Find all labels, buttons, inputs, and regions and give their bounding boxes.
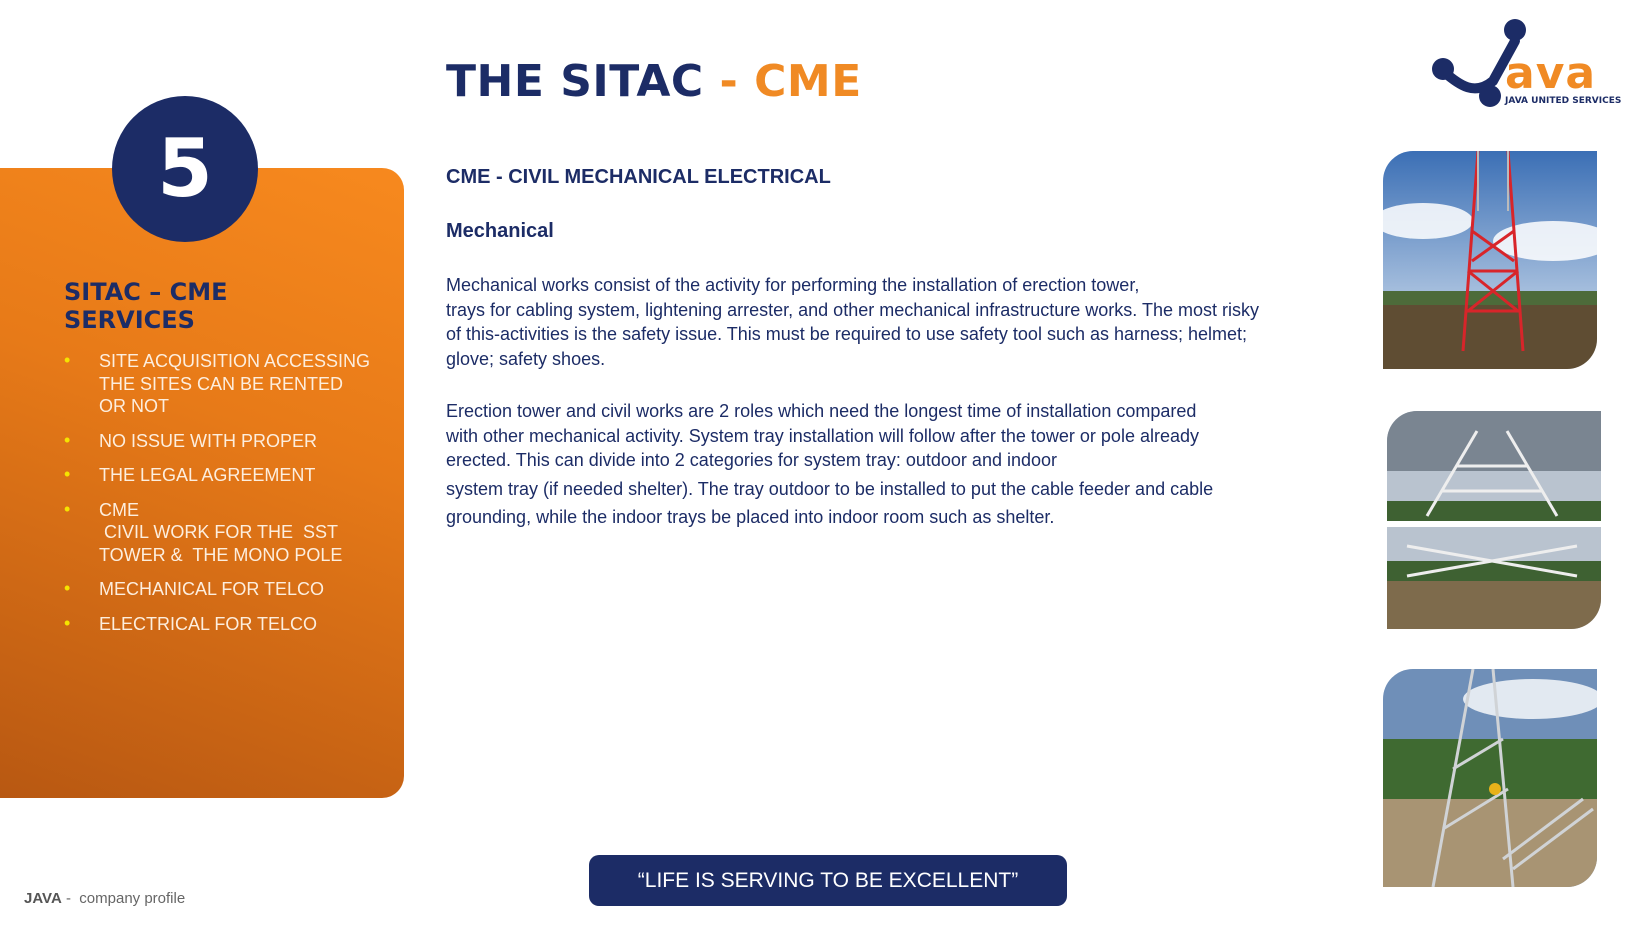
list-item [64,613,394,636]
bullet-icon: • [64,429,71,450]
services-list [64,350,394,647]
list-item-line: THE SITES CAN BE RENTED [99,373,344,394]
bullet-icon: • [64,578,71,598]
paragraph-line: trays for cabling system, lightening arrester, and other mechanical infrastructure works. The most risky [446,299,1259,320]
title-accent: - CME [719,56,862,107]
title-main: THE SITAC [446,56,704,107]
paragraph-mechanical [446,273,1316,371]
paragraph-line: of this-activities is the safety issue. This must be required to use safety tool such as harness; helmet; [446,324,1248,344]
quote-banner: “LIFE IS SERVING TO BE EXCELLENT” [589,855,1067,906]
footer [24,890,185,907]
paragraph-line: glove; safety shoes. [446,348,606,369]
list-item-line: SITE ACQUISITION ACCESSING [99,351,371,371]
list-item [64,578,394,601]
panel-heading-line2: SERVICES [64,306,195,334]
paragraph-line: system tray (if needed shelter). The tray outdoor to be installed to put the cable feeder and cable [446,478,1214,499]
bullet-icon: • [64,498,71,519]
footer-text: company profile [79,890,186,907]
paragraph-line: grounding, while the indoor trays be placed into indoor room such as shelter. [446,507,1055,527]
footer-brand: JAVA [24,890,62,907]
panel-heading [64,278,364,334]
tower-photo-3 [1383,669,1597,887]
paragraph-line: erected. This can divide into 2 categories for system tray: outdoor and indoor [446,450,1057,470]
paragraph-line: with other mechanical activity. System tray installation will follow after the tower or pole already [446,425,1199,446]
list-item [64,499,394,567]
bullet-icon: • [64,612,71,633]
list-item-line: CME [99,499,139,520]
logo-subtitle: JAVA UNITED SERVICES [1505,96,1622,106]
section-title: CME - CIVIL MECHANICAL ELECTRICAL [446,166,831,188]
list-item-line: THE LEGAL AGREEMENT [99,465,316,485]
tower-photo-2 [1387,411,1601,629]
sub-title: Mechanical [446,220,554,242]
logo-wordmark: ava [1505,48,1597,99]
section-number-badge: 5 [112,96,258,242]
list-item-line: ELECTRICAL FOR TELCO [99,613,318,634]
list-item-line: CIVIL WORK FOR THE SST [99,522,339,542]
bullet-icon: • [64,350,71,370]
paragraph-erection [446,399,1316,530]
list-item-line: NO ISSUE WITH PROPER [99,430,318,451]
list-item [64,464,394,487]
paragraph-line: Mechanical works consist of the activity for performing the installation of erection tower, [446,275,1140,295]
list-item-line: MECHANICAL FOR TELCO [99,579,325,599]
tower-photo-1 [1383,151,1597,369]
panel-heading-line1: SITAC – CME [64,278,228,306]
list-item [64,350,394,418]
list-item-line: TOWER & THE MONO POLE [99,544,343,565]
page-title [446,56,862,107]
footer-separator: - [61,890,80,907]
paragraph-line: Erection tower and civil works are 2 roles which need the longest time of installation compared [446,401,1197,421]
list-item-line: OR NOT [99,396,169,416]
bullet-icon: • [64,464,71,484]
list-item [64,430,394,453]
